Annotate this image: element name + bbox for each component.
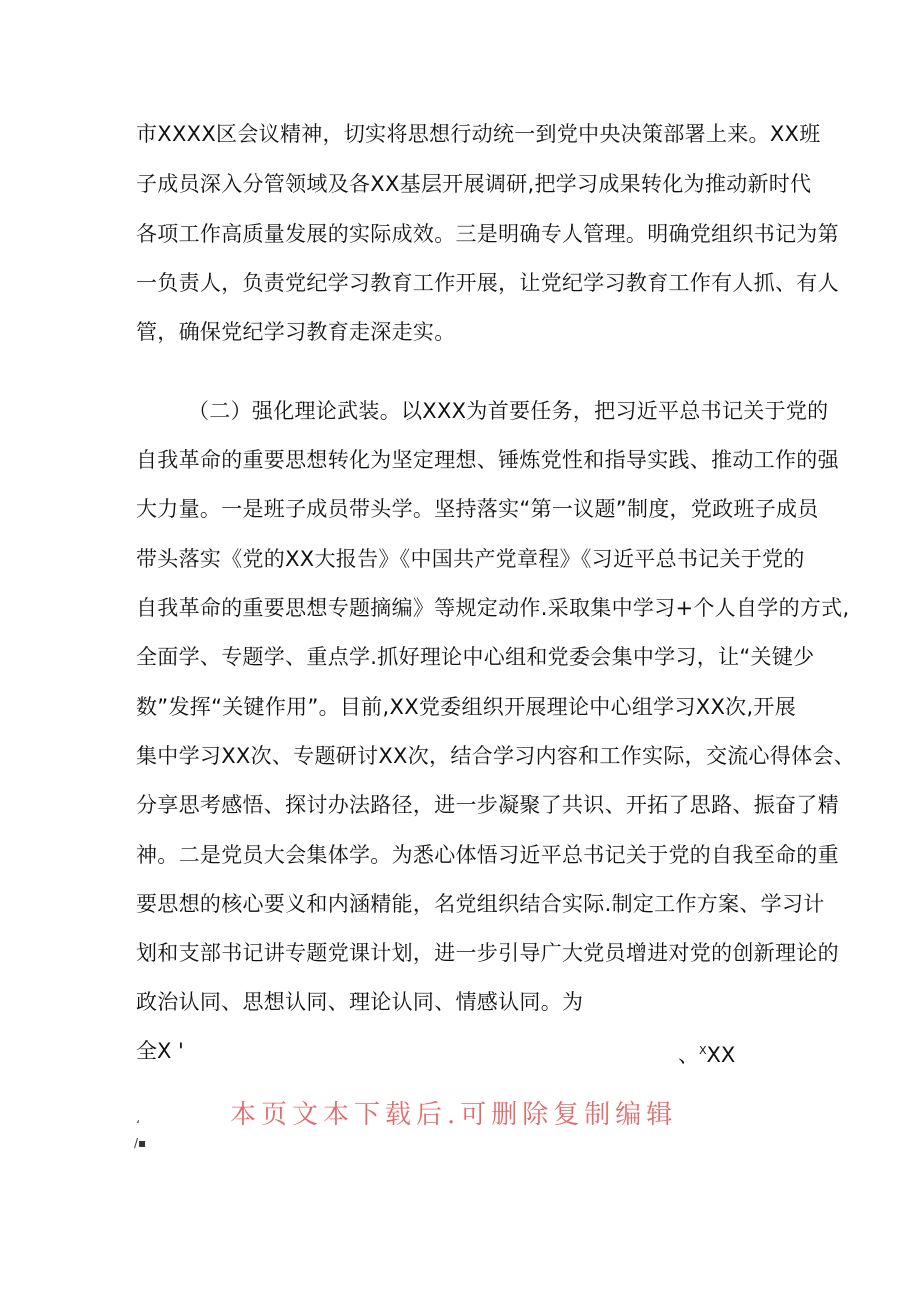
- truncated-text-left: 全X ': [136, 1039, 184, 1063]
- section-heading-line: （二）强化理论武装。以XXX为首要任务，把习近平总书记关于党的: [188, 399, 829, 423]
- text-line: 划和支部书记讲专题党课计划，进一步引导广大党员增进对党的创新理论的: [136, 941, 839, 965]
- truncated-text-right: [678, 1037, 735, 1069]
- text-line: 全面学、专题学、重点学.抓好理论中心组和党委会集中学习，让“关键少: [136, 645, 815, 669]
- watermark-text: 本页文本下载后.可删除复制编辑: [230, 1100, 678, 1130]
- scan-mark: /▪: [134, 1136, 147, 1150]
- text-line: 带头落实《党的XX大报告》《中国共产党章程》《习近平总书记关于党的: [136, 547, 805, 571]
- text-line: 各项工作高质量发展的实际成效。三是明确专人管理。明确党组织书记为第: [136, 222, 839, 246]
- text-fragment: 、: [678, 1043, 699, 1067]
- text-line: 自我革命的重要思想转化为坚定理想、锤炼党性和指导实践、推动工作的强: [136, 448, 839, 472]
- text-line: 分享思考感悟、探讨办法路径，进一步凝聚了共识、开拓了思路、振奋了精: [136, 793, 839, 817]
- text-line: 管，确保党纪学习教育走深走实。: [136, 320, 456, 344]
- superscript-fragment: X: [699, 1044, 707, 1057]
- text-line: 子成员深入分管领域及各XX基层开展调研,把学习成果转化为推动新时代: [136, 172, 812, 196]
- text-line: 政治认同、思想认同、理论认同、情感认同。为: [136, 990, 584, 1014]
- text-line: 数”发挥“关键作用”。目前,XX党委组织开展理论中心组学习XX次,开展: [136, 695, 797, 719]
- text-line: 神。二是党员大会集体学。为悉心体悟习近平总书记关于党的自我至命的重: [136, 843, 839, 867]
- scan-mark: ،: [136, 1112, 140, 1126]
- text-line: 集中学习XX次、专题研讨XX次，结合学习内容和工作实际，交流心得体会、: [136, 744, 856, 768]
- text-fragment: XX: [706, 1043, 736, 1067]
- text-line: 自我革命的重要思想专题摘编》等规定动作.采取集中学习+个人自学的方式,: [136, 596, 850, 620]
- text-line: 市XXXX区会议精神，切实将思想行动统一到党中央决策部署上来。XX班: [136, 122, 821, 146]
- text-line: 一负责人，负责党纪学习教育工作开展，让党纪学习教育工作有人抓、有人: [136, 271, 839, 295]
- text-line: 要思想的核心要义和内涵精能，名党组织结合实际.制定工作方案、学习计: [136, 892, 825, 916]
- text-line: 大力量。一是班子成员带头学。坚持落实“第一议题”制度，党政班子成员: [136, 497, 819, 521]
